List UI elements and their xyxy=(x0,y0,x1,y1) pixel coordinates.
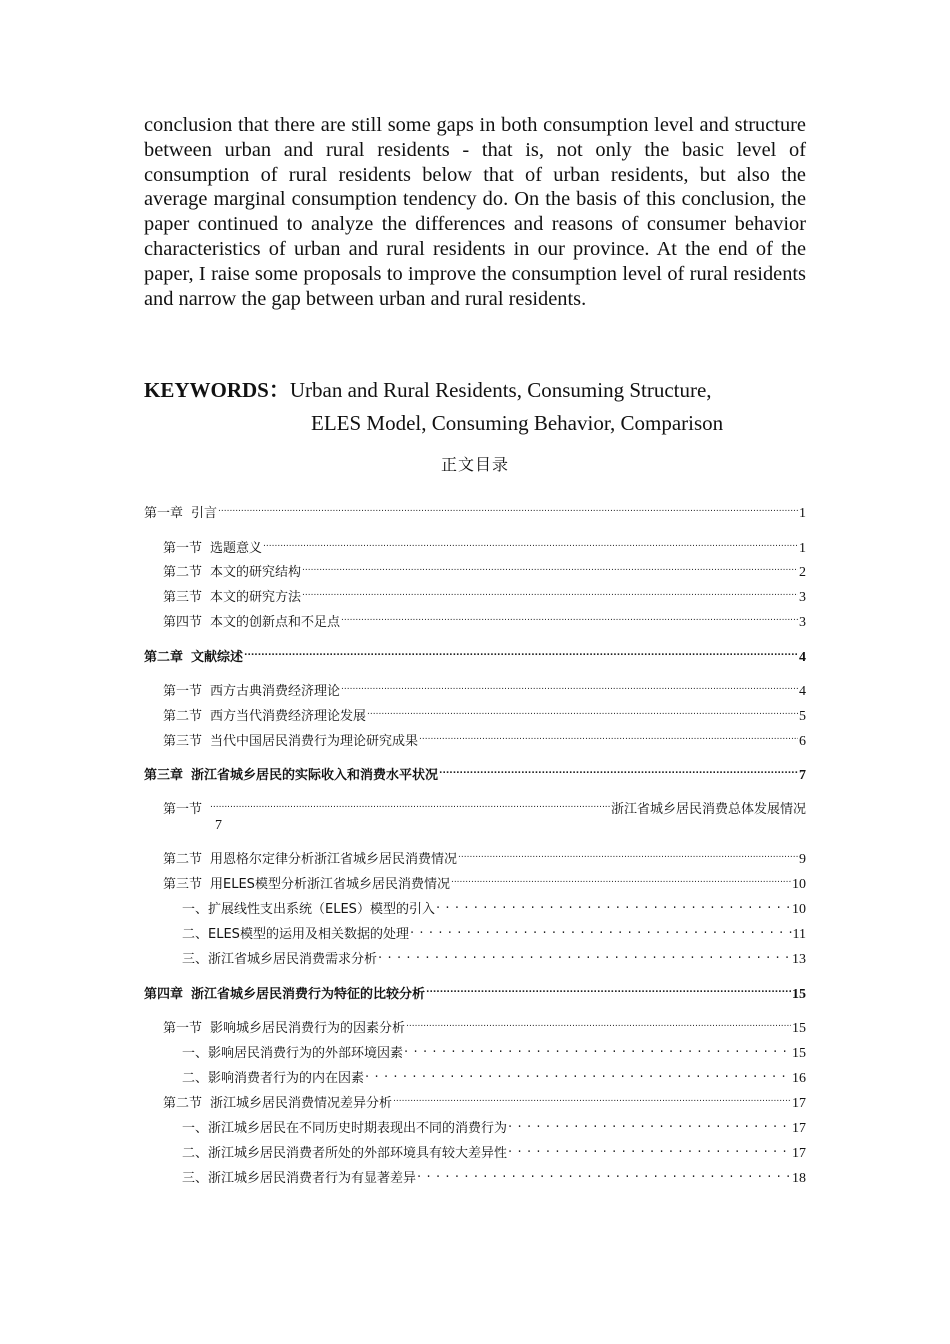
toc-subsection-4-1-2[interactable] xyxy=(182,1062,806,1086)
toc-title-text: 浙江省城乡居民消费总体发展情况 xyxy=(610,802,806,817)
abstract-text: conclusion that there are still some gaps in both consumption level and structure between urban and rural residents - that is, not only the basic level of consumption of rural residents below that of urban residents, but also the average marginal consumption tendency do. On the basis of this conclusion, the paper continued to analyze the differences and reasons of consumer behavior characteristics of urban and rural residents in our province. At the end of the paper, I raise some proposals to improve the consumption level of rural residents and narrow the gap between urban and rural residents. xyxy=(144,114,806,310)
toc-title-text: 当代中国居民消费行为理论研究成果 xyxy=(210,734,419,749)
toc-title-text: 浙江城乡居民在不同历史时期表现出不同的消费行为 xyxy=(208,1121,508,1136)
toc-title-text: 浙江省城乡居民消费行为特征的比较分析 xyxy=(191,987,426,1002)
toc-page: 18 xyxy=(792,1171,806,1186)
toc-subsection-3-3-2[interactable] xyxy=(182,918,806,942)
toc-label: 第一节 xyxy=(163,541,203,556)
toc-title-text: 西方古典消费经济理论 xyxy=(210,684,341,699)
toc-section-4-2[interactable] xyxy=(163,1087,806,1111)
toc-page: 6 xyxy=(799,734,806,749)
toc-title-text: 本文的研究结构 xyxy=(210,565,302,580)
toc-page: 16 xyxy=(792,1071,806,1086)
toc-label: 第二章 xyxy=(144,650,184,665)
toc-label: 一、 xyxy=(182,1046,209,1061)
toc-label: 第三章 xyxy=(144,768,184,783)
toc-page: 1 xyxy=(799,506,806,521)
toc-section-1-4[interactable] xyxy=(163,606,806,630)
toc-page: 9 xyxy=(799,852,806,867)
toc-title-text: 本文的创新点和不足点 xyxy=(210,615,341,630)
toc-chapter-1[interactable] xyxy=(144,497,806,521)
toc-title-text: 影响消费者行为的内在因素 xyxy=(208,1071,365,1086)
toc-subsection-4-2-3[interactable] xyxy=(182,1162,806,1186)
keywords-line-1 xyxy=(144,374,712,404)
toc-section-2-3[interactable] xyxy=(163,725,806,749)
toc-subsection-3-3-3[interactable] xyxy=(182,943,806,967)
toc-label: 第二节 xyxy=(163,709,203,724)
toc-label: 一、 xyxy=(182,1121,209,1136)
toc-section-4-1[interactable] xyxy=(163,1012,806,1036)
toc-chapter-4[interactable] xyxy=(144,978,806,1002)
toc-label: 第一章 xyxy=(144,506,184,521)
toc-label: 第二节 xyxy=(163,1096,203,1111)
toc-section-1-2[interactable] xyxy=(163,556,806,580)
toc-title-text: 本文的研究方法 xyxy=(210,590,302,605)
toc-page: 3 xyxy=(799,615,806,630)
toc-chapter-3[interactable] xyxy=(144,759,806,783)
toc-label: 三、 xyxy=(182,1171,209,1186)
toc-page: 15 xyxy=(792,1046,806,1061)
toc-label: 二、 xyxy=(182,1071,209,1086)
toc-title-text: 引言 xyxy=(191,506,218,521)
toc-label: 第二节 xyxy=(163,565,203,580)
toc-page: 10 xyxy=(792,902,806,917)
toc-label: 第三节 xyxy=(163,877,203,892)
toc-page: 17 xyxy=(792,1121,806,1136)
toc-section-2-2[interactable] xyxy=(163,700,806,724)
toc-section-3-2[interactable] xyxy=(163,843,806,867)
toc-page: 17 xyxy=(792,1146,806,1161)
toc-label: 第一节 xyxy=(163,684,203,699)
keywords-line-2: ELES Model, Consuming Behavior, Comparison xyxy=(311,411,724,435)
toc-title: 正文目录 xyxy=(440,455,509,474)
toc-label: 第四节 xyxy=(163,615,203,630)
toc-chapter-2[interactable] xyxy=(144,641,806,665)
toc-title-text: 西方当代消费经济理论发展 xyxy=(210,709,367,724)
toc-page: 15 xyxy=(792,1021,806,1036)
toc-title-text: 浙江省城乡居民的实际收入和消费水平状况 xyxy=(191,768,439,783)
keywords-label: KEYWORDS： xyxy=(144,378,290,402)
toc-section-2-1[interactable] xyxy=(163,675,806,699)
toc-label: 第一节 xyxy=(163,1021,203,1036)
toc-label: 第三节 xyxy=(163,734,203,749)
toc-page: 7 xyxy=(799,768,806,783)
toc-page: 2 xyxy=(799,565,806,580)
toc-page: 15 xyxy=(792,987,806,1002)
toc-page: 11 xyxy=(792,927,806,942)
toc-title-text: 浙江城乡居民消费情况差异分析 xyxy=(210,1096,393,1111)
toc-subsection-4-2-2[interactable] xyxy=(182,1137,806,1161)
toc-title-text: 用ELES模型分析浙江省城乡居民消费情况 xyxy=(210,877,450,892)
toc-label: 第三节 xyxy=(163,590,203,605)
toc-title-text: 扩展线性支出系统（ELES）模型的引入 xyxy=(208,902,435,917)
toc-title-text: 选题意义 xyxy=(210,541,263,556)
toc-title-text: 用恩格尔定律分析浙江省城乡居民消费情况 xyxy=(210,852,458,867)
toc-section-3-3[interactable] xyxy=(163,868,806,892)
toc-page: 4 xyxy=(799,684,806,699)
toc-title-text: 影响城乡居民消费行为的因素分析 xyxy=(210,1021,406,1036)
toc-page: 1 xyxy=(799,541,806,556)
toc-label: 二、 xyxy=(182,927,209,942)
toc-title-text: 浙江城乡居民消费者行为有显著差异 xyxy=(208,1171,417,1186)
toc-title-text: 文献综述 xyxy=(191,650,244,665)
toc-label: 第四章 xyxy=(144,987,184,1002)
toc-label: 第一节 xyxy=(163,802,203,817)
toc-title-text: 浙江省城乡居民消费需求分析 xyxy=(208,952,378,967)
toc-page: 7 xyxy=(215,818,222,833)
keywords-text-1: Urban and Rural Residents, Consuming Structure, xyxy=(289,378,712,402)
toc-section-1-3[interactable] xyxy=(163,581,806,605)
toc-page: 4 xyxy=(799,650,806,665)
toc-label: 二、 xyxy=(182,1146,209,1161)
toc-page: 10 xyxy=(792,877,806,892)
toc-page: 5 xyxy=(799,709,806,724)
toc-page: 13 xyxy=(792,952,806,967)
toc-section-1-1[interactable] xyxy=(163,532,806,556)
toc-label: 第二节 xyxy=(163,852,203,867)
toc-label: 三、 xyxy=(182,952,209,967)
toc-label: 一、 xyxy=(182,902,209,917)
toc-section-3-1[interactable] xyxy=(163,793,806,817)
toc-subsection-4-1-1[interactable] xyxy=(182,1037,806,1061)
toc-subsection-3-3-1[interactable] xyxy=(182,893,806,917)
toc-title-text: 浙江城乡居民消费者所处的外部环境具有较大差异性 xyxy=(208,1146,508,1161)
toc-subsection-4-2-1[interactable] xyxy=(182,1112,806,1136)
toc-page: 3 xyxy=(799,590,806,605)
toc-title-text: ELES模型的运用及相关数据的处理 xyxy=(208,927,409,942)
toc-page: 17 xyxy=(792,1096,806,1111)
toc-title-text: 影响居民消费行为的外部环境因素 xyxy=(208,1046,404,1061)
